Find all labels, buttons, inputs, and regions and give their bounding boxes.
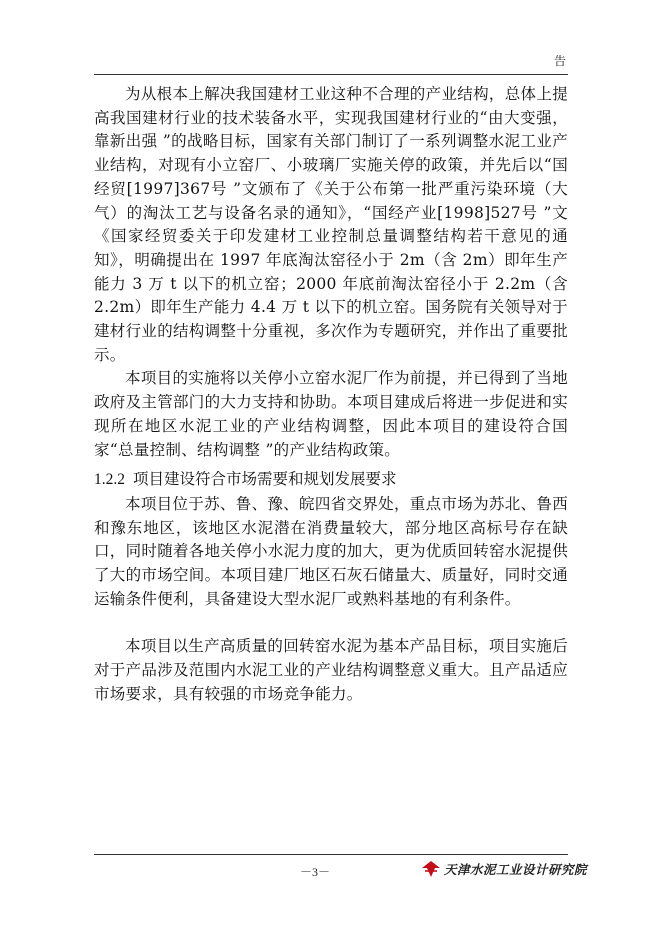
institute-logo-icon: [420, 860, 442, 878]
page-number: －3－: [300, 865, 331, 879]
footer-divider: [94, 854, 568, 855]
body-paragraph: 为从根本上解决我国建材工业这种不合理的产业结构，总体上提高我国建材行业的技术装备水平，实现我国建材行业的“由大变强，靠新出强 ”的战略目标，国家有关部门制订了一系列调整水泥工业产业结构，对现有小立窑厂、小玻璃厂实施关停的政策，并先后以“国经贸[1997]367号 ”文颁布了《关于公布第一批严重污染环境（大气）的淘汰工艺与设备名录的通知》，“国经产业[1998]527号 ”文《国家经贸委关于印发建材工业控制总量调整结构若干意见的通知》，明确提出在 1997 年底淘汰窑径小于 2m（含 2m）即年生产能力 3 万 t 以下的机立窑；2000 年底前淘汰窑径小于 2.2m（含 2.2m）即年生产能力 4.4 万 t 以下的机立窑。国务院有关领导对于建材行业的结构调整十分重视，多次作为专题研究，并作出了重要批示。: [94, 85, 569, 364]
footer-organization: [420, 860, 587, 878]
running-header-mark: 告: [553, 54, 566, 68]
section-title: 项目建设符合市场需要和规划发展要求: [133, 470, 397, 489]
body-paragraph: 本项目的实施将以关停小立窑水泥厂作为前提，并已得到了当地政府及主管部门的大力支持和协助。本项目建成后将进一步促进和实现所在地区水泥工业的产业结构调整，因此本项目的建设符合国家“总量控制、结构调整 ”的产业结构政策。: [94, 369, 569, 459]
organization-name: 天津水泥工业设计研究院: [444, 862, 588, 877]
body-paragraph: 本项目位于苏、鲁、豫、皖四省交界处，重点市场为苏北、鲁西和豫东地区，该地区水泥潜在消费量较大，部分地区高标号存在缺口，同时随着各地关停小水泥力度的加大，更为优质回转窑水泥提供了大的市场空间。本项目建厂地区石灰石储量大、质量好，同时交通运输条件便利，具备建设大型水泥厂或熟料基地的有利条件。: [94, 494, 569, 608]
blank-line: [94, 611, 568, 635]
document-body: [94, 83, 568, 706]
section-heading: [94, 468, 568, 492]
header-divider: [94, 74, 568, 75]
body-paragraph: 本项目以生产高质量的回转窑水泥为基本产品目标，项目实施后对于产品涉及范围内水泥工业的产业结构调整意义重大。且产品适应市场要求，具有较强的市场竞争能力。: [94, 637, 569, 703]
section-number: 1.2.2: [94, 471, 125, 489]
